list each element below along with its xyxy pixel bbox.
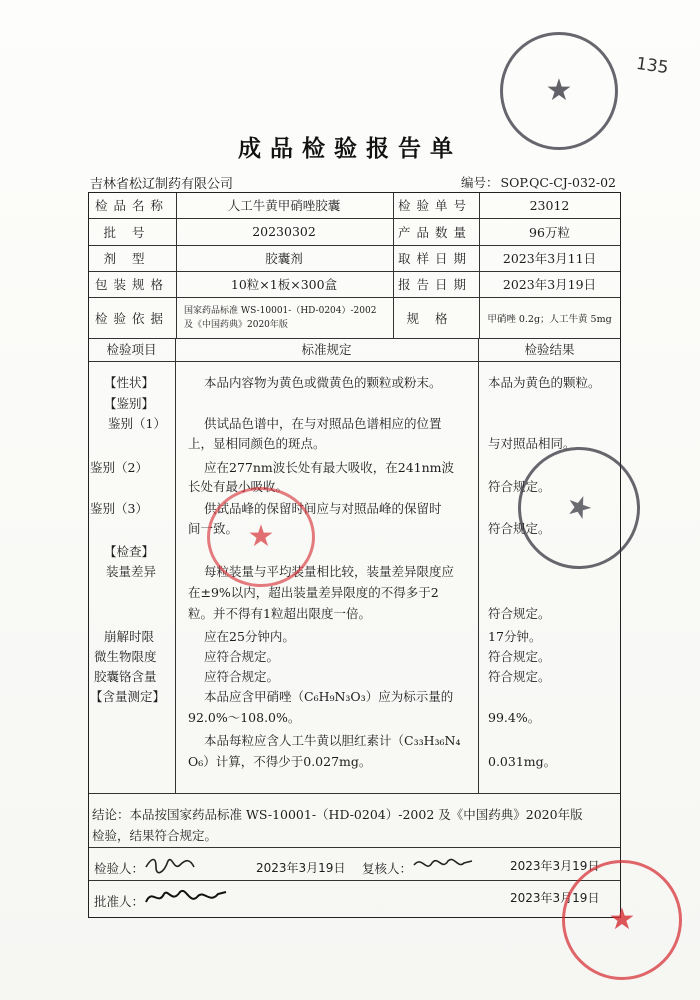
- report-title: 成品检验报告单: [238, 135, 462, 162]
- star-icon: ★: [560, 486, 598, 529]
- packaging-label: 包装规格: [94, 277, 169, 292]
- approver-date: 2023年3月19日: [510, 891, 600, 905]
- chrom-std: 应符合规定。: [204, 669, 280, 684]
- inspector-signature: [144, 853, 196, 880]
- sample-date-label: 取样日期: [397, 251, 472, 266]
- company-name: 吉林省松辽制药有限公司: [90, 177, 234, 192]
- sample-date: 2023年3月11日: [502, 251, 597, 266]
- traits-head: 【性状】: [104, 375, 155, 390]
- id1-std-2: 上，显相同颜色的斑点。: [188, 436, 326, 451]
- traits-result: 本品为黄色的颗粒。: [488, 375, 601, 390]
- micro-result: 符合规定。: [488, 649, 551, 664]
- micro-std: 应符合规定。: [204, 649, 280, 664]
- id3-label: 鉴别（3）: [90, 501, 148, 516]
- approver-signature: [142, 884, 230, 914]
- id3-result: 符合规定。: [488, 521, 551, 536]
- batch-label: 批号: [103, 224, 161, 240]
- doc-number: [461, 173, 616, 191]
- rule: [89, 847, 620, 848]
- id3-std-2: 间一致。: [188, 521, 239, 536]
- product-name: 人工牛黄甲硝唑胶囊: [227, 198, 341, 213]
- star-icon: ★: [247, 519, 275, 554]
- assay1-result: 99.4%。: [488, 710, 541, 725]
- weight-label: 装量差异: [106, 564, 157, 579]
- check-head: 【检查】: [104, 544, 155, 559]
- basis-label: 检验依据: [94, 310, 169, 326]
- rule: [89, 793, 620, 794]
- basis-line-2: 及《中国药典》2020年版: [184, 319, 288, 330]
- basis-line-1: 国家药品标准 WS-10001-（HD-0204）-2002: [184, 305, 377, 316]
- id1-label: 鉴别（1）: [108, 416, 166, 431]
- disint-std: 应在25分钟内。: [204, 629, 295, 644]
- inspector-label: 检验人：: [94, 861, 145, 876]
- stamp-bottom-right: [562, 860, 682, 980]
- id2-label: 鉴别（2）: [90, 460, 148, 475]
- chrom-label: 胶囊铬含量: [94, 669, 157, 684]
- disint-result: 17分钟。: [488, 629, 542, 644]
- assay2-result: 0.031mg。: [488, 754, 557, 769]
- rule: [478, 338, 479, 793]
- stamp-top-right: [500, 32, 618, 150]
- reviewer-label: 复核人：: [362, 861, 413, 876]
- header-standard: 标准规定: [301, 341, 352, 357]
- signature-scribble: [144, 853, 196, 875]
- weight-std-3: 粒。并不得有1粒超出限度一倍。: [188, 606, 371, 621]
- spec: 甲硝唑 0.2g；人工牛黄 5mg: [487, 313, 612, 325]
- quantity-label: 产品数量: [397, 224, 472, 240]
- assay2-std-2: O₆）计算，不得少于0.027mg。: [188, 754, 372, 769]
- id2-result: 符合规定。: [488, 479, 551, 494]
- assay1-std-2: 92.0%～108.0%。: [188, 710, 301, 725]
- form-label: 剂型: [103, 251, 161, 266]
- id2-std-2: 长处有最小吸收。: [188, 479, 289, 494]
- header-item: 检验项目: [106, 341, 157, 357]
- report-date-label: 报告日期: [397, 277, 472, 292]
- approver-label: 批准人：: [94, 894, 145, 909]
- traits-std: 本品内容物为黄色或微黄色的颗粒或粉末。: [204, 375, 442, 390]
- id2-std-1: 应在277nm波长处有最大吸收，在241nm波: [204, 460, 455, 475]
- chrom-result: 符合规定。: [488, 669, 551, 684]
- weight-std-1: 每粒装量与平均装量相比较，装量差异限度应: [204, 564, 455, 579]
- assay2-std-1: 本品每粒应含人工牛黄以胆红素计（C₃₃H₃₆N₄: [204, 733, 461, 748]
- doc-number-value: SOP.QC-CJ-032-02: [500, 175, 617, 190]
- packaging: 10粒×1板×300盒: [230, 277, 338, 292]
- star-icon: ★: [545, 73, 573, 108]
- report-no-label: 检验单号: [397, 198, 472, 213]
- rule: [175, 338, 176, 793]
- stamp-middle: [207, 487, 315, 587]
- assay1-std-1: 本品应含甲硝唑（C₆H₉N₃O₃）应为标示量的: [204, 689, 454, 704]
- basis: [176, 297, 392, 338]
- rule: [89, 880, 620, 881]
- conclusion-line-1: 结论：本品按国家药品标准 WS-10001-（HD-0204）-2002 及《中国药典》2020年版: [92, 807, 583, 822]
- star-icon: ★: [608, 902, 636, 937]
- form: 胶囊剂: [265, 251, 303, 266]
- conclusion-line-2: 检验，结果符合规定。: [92, 828, 218, 843]
- report-no: 23012: [529, 197, 570, 213]
- id-head: 【鉴别】: [104, 396, 155, 411]
- micro-label: 微生物限度: [94, 649, 157, 664]
- reviewer-signature: [412, 853, 474, 879]
- page-mark: 135: [634, 53, 670, 79]
- rule: [89, 361, 620, 362]
- disint-label: 崩解时限: [104, 629, 155, 644]
- report-date: 2023年3月19日: [502, 277, 597, 292]
- batch: 20230302: [252, 224, 316, 239]
- weight-result: 符合规定。: [488, 606, 551, 621]
- id1-std-1: 供试品色谱中，在与对照品色谱相应的位置: [204, 416, 442, 431]
- product-name-label: 检品名称: [94, 198, 169, 213]
- weight-std-2: 在±9%以内，超出装量差异限度的不得多于2: [188, 585, 439, 600]
- reviewer-date: 2023年3月19日: [510, 859, 600, 873]
- spec-label: 规格: [406, 310, 464, 326]
- header-result: 检验结果: [524, 341, 575, 357]
- quantity: 96万粒: [529, 224, 570, 240]
- doc-number-label: 编号：: [461, 175, 499, 190]
- id3-std-1: 供试品峰的保留时间应与对照品峰的保留时: [204, 501, 442, 516]
- id1-result: 与对照品相同。: [488, 436, 576, 451]
- assay-head: 【含量测定】: [90, 689, 166, 704]
- signature-scribble: [142, 884, 230, 910]
- signature-scribble: [412, 853, 474, 875]
- inspector-date: 2023年3月19日: [256, 861, 346, 875]
